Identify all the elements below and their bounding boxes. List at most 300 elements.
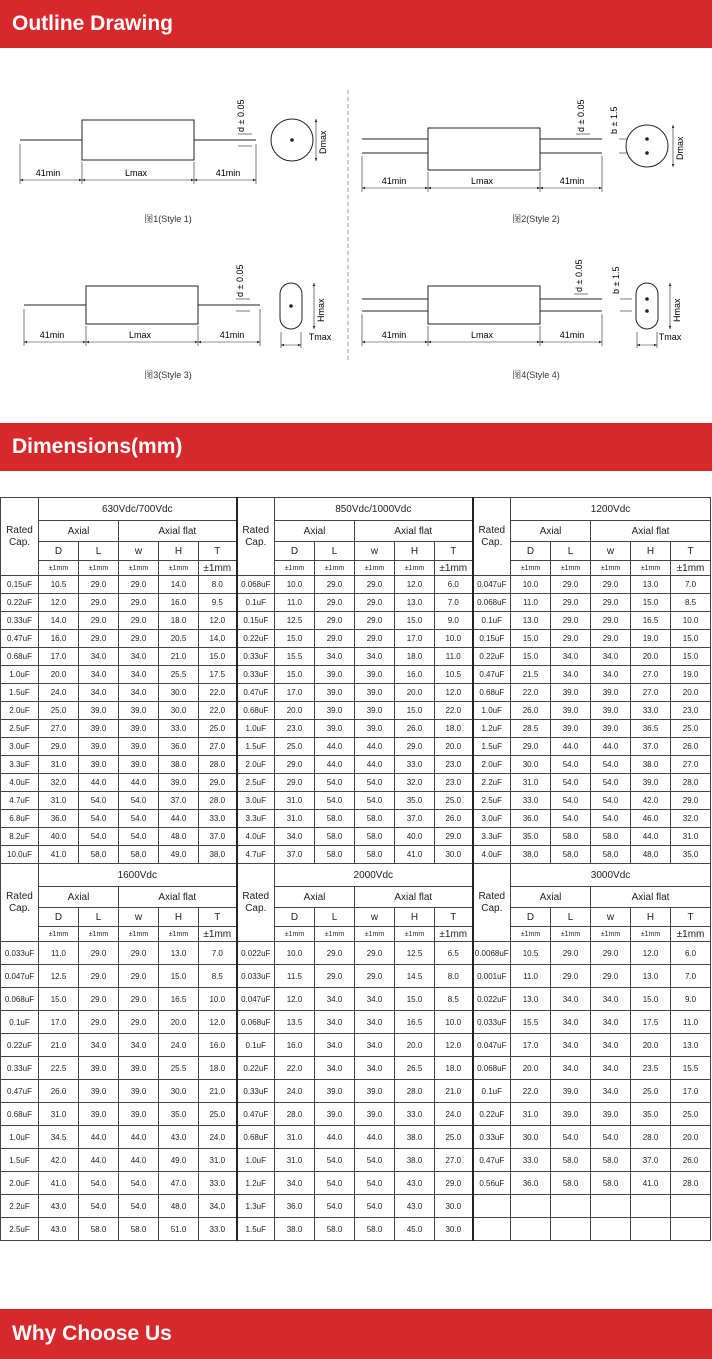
dimension-cell: 20.0 — [671, 1126, 711, 1149]
dimension-cell: 39.0 — [315, 666, 355, 684]
type-header-row — [1, 521, 711, 542]
tolerance-cell: ±1mm — [315, 927, 355, 942]
dimension-cell: 11.0 — [435, 648, 473, 666]
dimension-cell: 29.0 — [355, 594, 395, 612]
table-row — [1, 630, 711, 648]
dimension-cell: 29.0 — [315, 942, 355, 965]
dimension-cell: 39.0 — [79, 702, 119, 720]
dimension-cell: 39.0 — [119, 738, 159, 756]
rated-cap-cell: 2.5uF — [1, 720, 39, 738]
tolerance-cell: ±1mm — [39, 927, 79, 942]
dimension-symbol: w — [591, 542, 631, 561]
style2-drawing — [362, 100, 685, 192]
dimension-symbol: T — [199, 542, 237, 561]
dimension-cell: 10.0 — [275, 576, 315, 594]
dimension-cell: 44.0 — [119, 1126, 159, 1149]
dimension-cell: 54.0 — [355, 1149, 395, 1172]
dimension-cell: 12.5 — [39, 965, 79, 988]
dimension-cell: 13.0 — [631, 965, 671, 988]
dimension-cell: 30.0 — [511, 1126, 551, 1149]
dimension-cell: 17.0 — [511, 1034, 551, 1057]
dimension-cell: 20.0 — [671, 684, 711, 702]
dimension-cell: 54.0 — [591, 810, 631, 828]
rated-cap-cell: 1.3uF — [237, 1195, 275, 1218]
dimension-cell: 20.0 — [631, 648, 671, 666]
dimension-cell: 28.0 — [199, 756, 237, 774]
dimension-cell: 10.0 — [199, 988, 237, 1011]
tolerance-cell: ±1mm — [159, 561, 199, 576]
why-choose-us-title: Why Choose Us — [12, 1322, 172, 1345]
dimension-cell: 58.0 — [591, 1149, 631, 1172]
rated-cap-cell: 0.47uF — [237, 684, 275, 702]
dimension-symbol: w — [119, 908, 159, 927]
style4-drawing — [362, 260, 682, 348]
dimension-cell: 44.0 — [159, 810, 199, 828]
style3-caption: 图3(Style 3) — [144, 370, 192, 380]
rated-cap-cell: 0.0068uF — [473, 942, 511, 965]
dimension-cell: 33.0 — [395, 1103, 435, 1126]
dimension-cell: 6.0 — [671, 942, 711, 965]
dimension-cell: 12.5 — [395, 942, 435, 965]
dimension-cell: 39.0 — [355, 1080, 395, 1103]
dimension-cell: 34.0 — [551, 1034, 591, 1057]
rated-cap-cell: 0.068uF — [237, 1011, 275, 1034]
style4-end-view — [636, 283, 658, 329]
dimension-cell: 38.0 — [159, 756, 199, 774]
tolerance-cell: ±1mm — [435, 561, 473, 576]
dimension-cell: 58.0 — [591, 1172, 631, 1195]
style3-drawing — [24, 265, 332, 348]
style2-b-tol: b ± 1.5 — [609, 106, 619, 134]
dimension-cell: 37.0 — [631, 738, 671, 756]
dimension-cell: 33.0 — [199, 1218, 237, 1241]
dimension-symbol: L — [79, 542, 119, 561]
dimension-cell: 16.5 — [395, 1011, 435, 1034]
dimension-cell: 29.0 — [591, 942, 631, 965]
dimension-cell: 24.0 — [435, 1103, 473, 1126]
dimension-cell: 33.0 — [395, 756, 435, 774]
dimension-cell: 48.0 — [159, 828, 199, 846]
rated-cap-cell: 2.2uF — [1, 1195, 39, 1218]
style4-lmax: Lmax — [470, 330, 494, 340]
dimension-cell: 29.0 — [591, 576, 631, 594]
dimension-cell: 54.0 — [355, 1195, 395, 1218]
style2-lmax: Lmax — [470, 176, 494, 186]
table-row — [1, 1057, 711, 1080]
dimension-cell: 33.0 — [631, 702, 671, 720]
dimension-cell: 48.0 — [159, 1195, 199, 1218]
dimension-cell: 29.0 — [551, 942, 591, 965]
dimension-cell: 29.0 — [79, 594, 119, 612]
voltage-section-header: 1200Vdc — [511, 498, 711, 521]
tolerance-cell: ±1mm — [671, 561, 711, 576]
dimension-symbol: T — [671, 908, 711, 927]
dimension-cell: 39.0 — [315, 684, 355, 702]
dimension-cell: 12.0 — [275, 988, 315, 1011]
dimension-cell: 13.0 — [671, 1034, 711, 1057]
rated-cap-cell: 3.3uF — [237, 810, 275, 828]
dimension-cell: 29.0 — [119, 1011, 159, 1034]
dimension-cell: 34.0 — [355, 1011, 395, 1034]
dimension-cell: 11.5 — [275, 965, 315, 988]
dimension-cell: 21.0 — [199, 1080, 237, 1103]
dimension-cell: 25.5 — [159, 666, 199, 684]
dimension-cell: 34.0 — [275, 1172, 315, 1195]
dimension-cell: 25.0 — [435, 792, 473, 810]
dimension-cell: 39.0 — [591, 1103, 631, 1126]
dimension-cell: 39.0 — [355, 684, 395, 702]
dimension-cell: 11.0 — [275, 594, 315, 612]
dimension-cell: 6.5 — [435, 942, 473, 965]
dimension-symbol: T — [671, 542, 711, 561]
rated-cap-header: Rated Cap. — [1, 864, 39, 942]
dimension-symbol: D — [39, 908, 79, 927]
dimension-cell: 31.0 — [39, 756, 79, 774]
dimension-cell: 14.0 — [159, 576, 199, 594]
dimension-cell: 10.5 — [511, 942, 551, 965]
dimension-cell: 29.0 — [315, 594, 355, 612]
dimension-cell: 7.0 — [671, 576, 711, 594]
dimension-cell: 36.0 — [159, 738, 199, 756]
dimension-cell — [671, 1218, 711, 1241]
dimension-cell: 32.0 — [671, 810, 711, 828]
dimension-cell: 16.5 — [159, 988, 199, 1011]
style4-tmax: Tmax — [658, 332, 682, 342]
axial-flat-header: Axial flat — [355, 887, 473, 908]
dimension-cell: 26.0 — [511, 702, 551, 720]
dimension-cell: 16.0 — [275, 1034, 315, 1057]
dimension-cell: 38.0 — [395, 1149, 435, 1172]
table-row — [1, 756, 711, 774]
dimension-cell: 39.0 — [551, 1080, 591, 1103]
dimension-cell: 15.0 — [631, 594, 671, 612]
dimension-cell: 34.0 — [315, 648, 355, 666]
dimension-cell: 36.0 — [511, 1172, 551, 1195]
voltage-section-header: 2000Vdc — [275, 864, 473, 887]
dimension-cell: 31.0 — [275, 1126, 315, 1149]
dimension-symbol: H — [631, 908, 671, 927]
dimension-cell: 29.0 — [119, 942, 159, 965]
dimension-cell: 12.0 — [395, 576, 435, 594]
dimension-cell: 25.0 — [631, 1080, 671, 1103]
dimension-cell: 44.0 — [355, 756, 395, 774]
rated-cap-header: Rated Cap. — [237, 498, 275, 576]
rated-cap-cell: 0.22uF — [237, 1057, 275, 1080]
dimension-cell: 30.0 — [435, 846, 473, 864]
dimension-cell: 34.0 — [79, 684, 119, 702]
dimension-cell: 29.0 — [355, 630, 395, 648]
axial-header: Axial — [511, 521, 591, 542]
dimension-cell: 35.0 — [395, 792, 435, 810]
table-row — [1, 774, 711, 792]
dimension-cell: 54.0 — [591, 792, 631, 810]
dimension-cell: 58.0 — [551, 1149, 591, 1172]
dimension-cell: 54.0 — [315, 1195, 355, 1218]
rated-cap-cell: 3.0uF — [237, 792, 275, 810]
dimension-cell: 31.0 — [275, 792, 315, 810]
dimension-cell: 39.0 — [355, 1103, 395, 1126]
dimension-cell: 43.0 — [39, 1218, 79, 1241]
tolerance-cell: ±1mm — [395, 561, 435, 576]
dimension-cell: 23.0 — [671, 702, 711, 720]
style3-lmax: Lmax — [128, 330, 152, 340]
dimension-cell: 34.0 — [275, 828, 315, 846]
dimension-cell: 54.0 — [79, 828, 119, 846]
dimension-cell: 39.0 — [315, 1080, 355, 1103]
dimension-cell: 17.5 — [631, 1011, 671, 1034]
dimension-cell: 34.0 — [315, 1034, 355, 1057]
style2-caption: 图2(Style 2) — [512, 214, 560, 224]
rated-cap-cell: 1.2uF — [473, 720, 511, 738]
dimensions-table — [0, 497, 711, 1241]
rated-cap-cell: 0.001uF — [473, 965, 511, 988]
rated-cap-cell: 1.5uF — [237, 1218, 275, 1241]
tolerance-cell: ±1mm — [275, 927, 315, 942]
dimension-cell — [551, 1195, 591, 1218]
rated-cap-cell: 2.5uF — [237, 774, 275, 792]
dimension-cell: 44.0 — [355, 1126, 395, 1149]
dimension-cell: 34.0 — [79, 648, 119, 666]
style4-d-tol: d ± 0.05 — [574, 259, 584, 292]
dimension-cell: 29.0 — [671, 792, 711, 810]
rated-cap-cell: 0.047uF — [473, 576, 511, 594]
dimension-cell: 58.0 — [591, 846, 631, 864]
dimension-cell: 39.0 — [315, 702, 355, 720]
dimension-cell: 24.0 — [199, 1126, 237, 1149]
dimension-cell: 34.0 — [119, 684, 159, 702]
tolerance-row — [1, 561, 711, 576]
dimension-cell: 31.0 — [275, 810, 315, 828]
rated-cap-header: Rated Cap. — [237, 864, 275, 942]
outline-drawings — [0, 60, 712, 420]
dimension-cell: 54.0 — [119, 1195, 159, 1218]
dimension-cell: 27.0 — [435, 1149, 473, 1172]
dimension-cell: 18.0 — [435, 720, 473, 738]
rated-cap-cell — [473, 1195, 511, 1218]
dimension-cell: 44.0 — [79, 774, 119, 792]
dimension-cell: 58.0 — [355, 1218, 395, 1241]
dimension-cell: 54.0 — [79, 810, 119, 828]
dimension-cell: 58.0 — [551, 1172, 591, 1195]
dimension-cell: 9.5 — [199, 594, 237, 612]
dimension-cell: 30.0 — [435, 1195, 473, 1218]
dimension-cell: 54.0 — [591, 1126, 631, 1149]
dimension-cell: 39.0 — [119, 1057, 159, 1080]
dimension-cell: 28.0 — [199, 792, 237, 810]
dimension-cell: 24.0 — [275, 1080, 315, 1103]
dimension-cell: 34.0 — [591, 1011, 631, 1034]
dimension-cell: 9.0 — [435, 612, 473, 630]
dimension-cell: 15.0 — [671, 648, 711, 666]
dimension-cell: 20.0 — [511, 1057, 551, 1080]
rated-cap-cell: 1.0uF — [237, 720, 275, 738]
dimension-cell: 29.0 — [511, 738, 551, 756]
rated-cap-cell: 0.47uF — [237, 1103, 275, 1126]
dimension-cell: 21.5 — [511, 666, 551, 684]
style1-lead-left: 41min — [35, 168, 61, 178]
dimension-cell: 26.0 — [435, 810, 473, 828]
dimension-cell: 17.0 — [39, 1011, 79, 1034]
dimension-cell: 58.0 — [315, 810, 355, 828]
table-row — [1, 1126, 711, 1149]
dimension-cell: 27.0 — [671, 756, 711, 774]
style4-hmax: Hmax — [672, 298, 682, 322]
dimension-cell: 15.0 — [199, 648, 237, 666]
dimension-cell: 58.0 — [119, 1218, 159, 1241]
dimension-cell: 34.0 — [79, 1034, 119, 1057]
dimension-cell: 15.5 — [275, 648, 315, 666]
dimension-cell: 34.0 — [355, 1057, 395, 1080]
dimension-cell: 29.0 — [119, 630, 159, 648]
dimension-cell: 15.0 — [39, 988, 79, 1011]
dimension-cell: 16.0 — [395, 666, 435, 684]
dimension-cell: 44.0 — [119, 1149, 159, 1172]
outline-drawing-banner — [0, 0, 712, 48]
dimension-cell: 29.0 — [551, 576, 591, 594]
rated-cap-cell: 1.5uF — [1, 684, 39, 702]
dimension-cell: 25.0 — [275, 738, 315, 756]
dimension-cell: 29.0 — [275, 774, 315, 792]
dimension-symbol: L — [315, 908, 355, 927]
dimension-cell: 22.0 — [511, 1080, 551, 1103]
style1-dmax: Dmax — [318, 130, 328, 154]
dimension-cell: 38.0 — [631, 756, 671, 774]
dimension-cell: 22.5 — [39, 1057, 79, 1080]
dimension-cell: 19.0 — [631, 630, 671, 648]
rated-cap-cell: 0.068uF — [237, 576, 275, 594]
dimension-cell: 10.5 — [435, 666, 473, 684]
dimension-cell: 54.0 — [551, 756, 591, 774]
axial-header: Axial — [275, 521, 355, 542]
rated-cap-cell: 0.47uF — [473, 666, 511, 684]
dimension-cell: 13.0 — [511, 612, 551, 630]
dimension-cell: 54.0 — [591, 774, 631, 792]
dimension-cell: 44.0 — [79, 1149, 119, 1172]
dimension-cell: 58.0 — [355, 828, 395, 846]
dimension-cell: 58.0 — [355, 810, 395, 828]
rated-cap-cell: 0.68uF — [1, 648, 39, 666]
dimension-cell: 11.0 — [39, 942, 79, 965]
dimension-cell: 34.0 — [591, 988, 631, 1011]
rated-cap-cell: 0.22uF — [237, 630, 275, 648]
dimension-cell: 29.0 — [79, 576, 119, 594]
dimension-cell: 12.5 — [275, 612, 315, 630]
dimension-cell: 38.0 — [395, 1126, 435, 1149]
dimension-cell: 30.0 — [159, 684, 199, 702]
dimension-cell: 22.0 — [435, 702, 473, 720]
style1-caption: 图1(Style 1) — [144, 214, 192, 224]
dimension-cell — [511, 1195, 551, 1218]
dimension-cell: 29.0 — [79, 965, 119, 988]
tolerance-cell: ±1mm — [511, 927, 551, 942]
dimension-cell: 39.0 — [79, 1057, 119, 1080]
dimension-cell: 31.0 — [39, 1103, 79, 1126]
dimension-cell: 40.0 — [39, 828, 79, 846]
dimension-cell: 34.0 — [551, 1011, 591, 1034]
rated-cap-cell: 2.2uF — [473, 774, 511, 792]
dimension-symbol: H — [395, 908, 435, 927]
dimension-cell: 29.0 — [435, 828, 473, 846]
table-row — [1, 684, 711, 702]
table-row — [1, 828, 711, 846]
dimension-symbol: T — [199, 908, 237, 927]
dimensions-title: Dimensions(mm) — [12, 435, 183, 458]
dimension-cell: 29.0 — [395, 738, 435, 756]
table-row — [1, 1172, 711, 1195]
axial-flat-header: Axial flat — [355, 521, 473, 542]
style2-d-tol: d ± 0.05 — [576, 99, 586, 132]
tolerance-cell: ±1mm — [591, 561, 631, 576]
rated-cap-cell: 1.0uF — [473, 702, 511, 720]
rated-cap-cell: 0.1uF — [237, 594, 275, 612]
rated-cap-cell: 0.22uF — [1, 594, 39, 612]
dimension-cell: 58.0 — [591, 828, 631, 846]
dimension-cell: 44.0 — [551, 738, 591, 756]
dimension-symbol: D — [39, 542, 79, 561]
dimension-cell: 20.0 — [39, 666, 79, 684]
rated-cap-cell: 0.047uF — [237, 988, 275, 1011]
dimension-cell: 10.0 — [671, 612, 711, 630]
dimension-cell: 39.0 — [79, 720, 119, 738]
dimension-symbol: w — [119, 542, 159, 561]
rated-cap-cell: 0.22uF — [473, 648, 511, 666]
dimension-cell: 44.0 — [315, 738, 355, 756]
dimension-cell: 34.0 — [551, 666, 591, 684]
table-row — [1, 720, 711, 738]
dimension-symbol: H — [159, 542, 199, 561]
dimension-cell: 43.0 — [39, 1195, 79, 1218]
rated-cap-cell: 0.068uF — [1, 988, 39, 1011]
dimension-cell: 17.0 — [671, 1080, 711, 1103]
dimension-cell: 58.0 — [315, 1218, 355, 1241]
rated-cap-cell: 1.5uF — [473, 738, 511, 756]
dimension-cell: 24.0 — [39, 684, 79, 702]
dimension-cell: 44.0 — [315, 756, 355, 774]
dimension-cell: 15.0 — [631, 988, 671, 1011]
tolerance-cell: ±1mm — [551, 927, 591, 942]
dimension-cell: 39.0 — [79, 1103, 119, 1126]
dimension-cell: 29.0 — [551, 965, 591, 988]
dimension-cell: 29.0 — [591, 612, 631, 630]
dimension-cell: 38.0 — [199, 846, 237, 864]
dimension-cell: 18.0 — [395, 648, 435, 666]
dimension-cell: 36.5 — [631, 720, 671, 738]
table-row — [1, 666, 711, 684]
style4-lead-left: 41min — [381, 330, 407, 340]
dimension-cell: 34.0 — [551, 988, 591, 1011]
dimension-cell: 34.0 — [355, 1034, 395, 1057]
rated-cap-cell: 0.68uF — [237, 702, 275, 720]
dimension-cell: 54.0 — [591, 756, 631, 774]
axial-header: Axial — [511, 887, 591, 908]
dimensions-banner — [0, 423, 712, 471]
tolerance-cell: ±1mm — [591, 927, 631, 942]
dimension-cell: 26.0 — [671, 1149, 711, 1172]
rated-cap-cell: 0.033uF — [1, 942, 39, 965]
table-row — [1, 1218, 711, 1241]
rated-cap-cell: 0.68uF — [473, 684, 511, 702]
dimension-cell: 25.0 — [199, 720, 237, 738]
dimension-cell: 54.0 — [551, 1126, 591, 1149]
rated-cap-cell: 0.33uF — [1, 612, 39, 630]
dimension-cell: 39.0 — [315, 1103, 355, 1126]
dimension-cell: 58.0 — [79, 1218, 119, 1241]
dimension-cell: 29.0 — [551, 594, 591, 612]
dimension-cell: 29.0 — [551, 612, 591, 630]
dimension-cell — [511, 1218, 551, 1241]
tolerance-cell: ±1mm — [275, 561, 315, 576]
dimension-cell: 34.0 — [199, 1195, 237, 1218]
